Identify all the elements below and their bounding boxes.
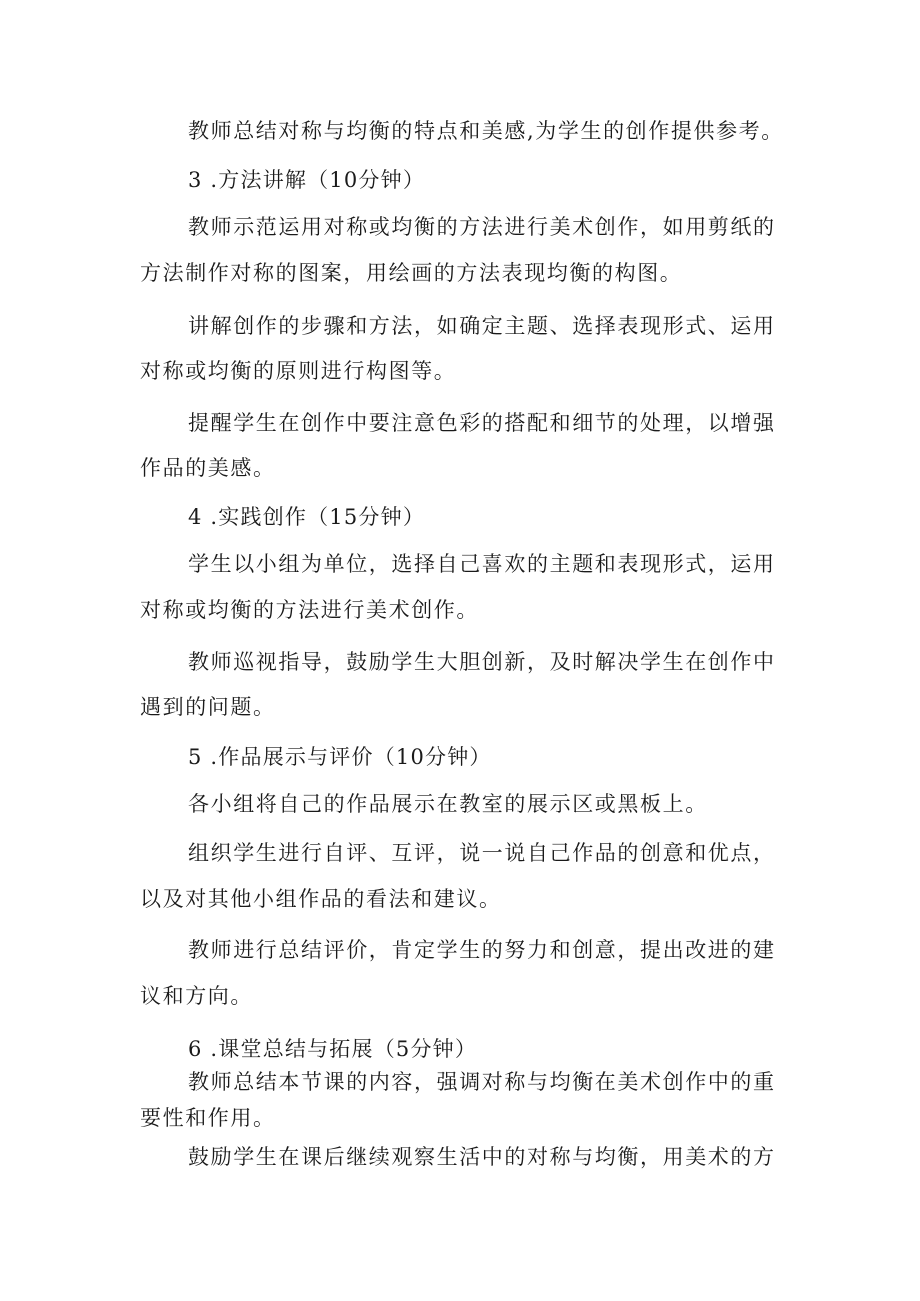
paragraph-line: 教师进行总结评价，肯定学生的努力和创意，提出改进的建 (188, 938, 776, 962)
paragraph-line: 教师总结本节课的内容，强调对称与均衡在美术创作中的重 (188, 1070, 776, 1094)
paragraph-line: 讲解创作的步骤和方法，如确定主题、选择表现形式、运用 (188, 314, 776, 338)
section-heading: 6 .课堂总结与拓展（5分钟） (188, 1037, 478, 1061)
paragraph-line: 教师示范运用对称或均衡的方法进行美术创作，如用剪纸的 (188, 215, 776, 239)
section-heading: 5 .作品展示与评价（10分钟） (188, 745, 492, 769)
paragraph-line: 要性和作用。 (140, 1106, 276, 1130)
paragraph-line: 学生以小组为单位，选择自己喜欢的主题和表现形式，运用 (188, 552, 776, 576)
paragraph-line: 组织学生进行自评、互评，说一说自己作品的创意和优点， (188, 841, 776, 865)
paragraph-line: 教师巡视指导，鼓励学生大胆创新，及时解决学生在创作中 (188, 650, 776, 674)
paragraph-line: 提醒学生在创作中要注意色彩的搭配和细节的处理，以增强 (188, 411, 776, 435)
paragraph-line: 鼓励学生在课后继续观察生活中的对称与均衡，用美术的方 (188, 1145, 776, 1169)
section-heading: 3 .方法讲解（10分钟） (188, 168, 426, 192)
paragraph-line: 各小组将自己的作品展示在教室的展示区或黑板上。 (188, 792, 708, 816)
paragraph-line: 作品的美感。 (140, 456, 276, 480)
paragraph-line: 方法制作对称的图案，用绘画的方法表现均衡的构图。 (140, 261, 683, 285)
paragraph-line: 遇到的问题。 (140, 695, 276, 719)
paragraph-line: 对称或均衡的原则进行构图等。 (140, 359, 457, 383)
paragraph-line: 议和方向。 (140, 984, 253, 1008)
section-heading: 4 .实践创作（15分钟） (188, 505, 426, 529)
paragraph-line: 教师总结对称与均衡的特点和美感,为学生的创作提供参考。 (188, 119, 784, 143)
paragraph-line: 以及对其他小组作品的看法和建议。 (140, 887, 502, 911)
paragraph-line: 对称或均衡的方法进行美术创作。 (140, 598, 479, 622)
